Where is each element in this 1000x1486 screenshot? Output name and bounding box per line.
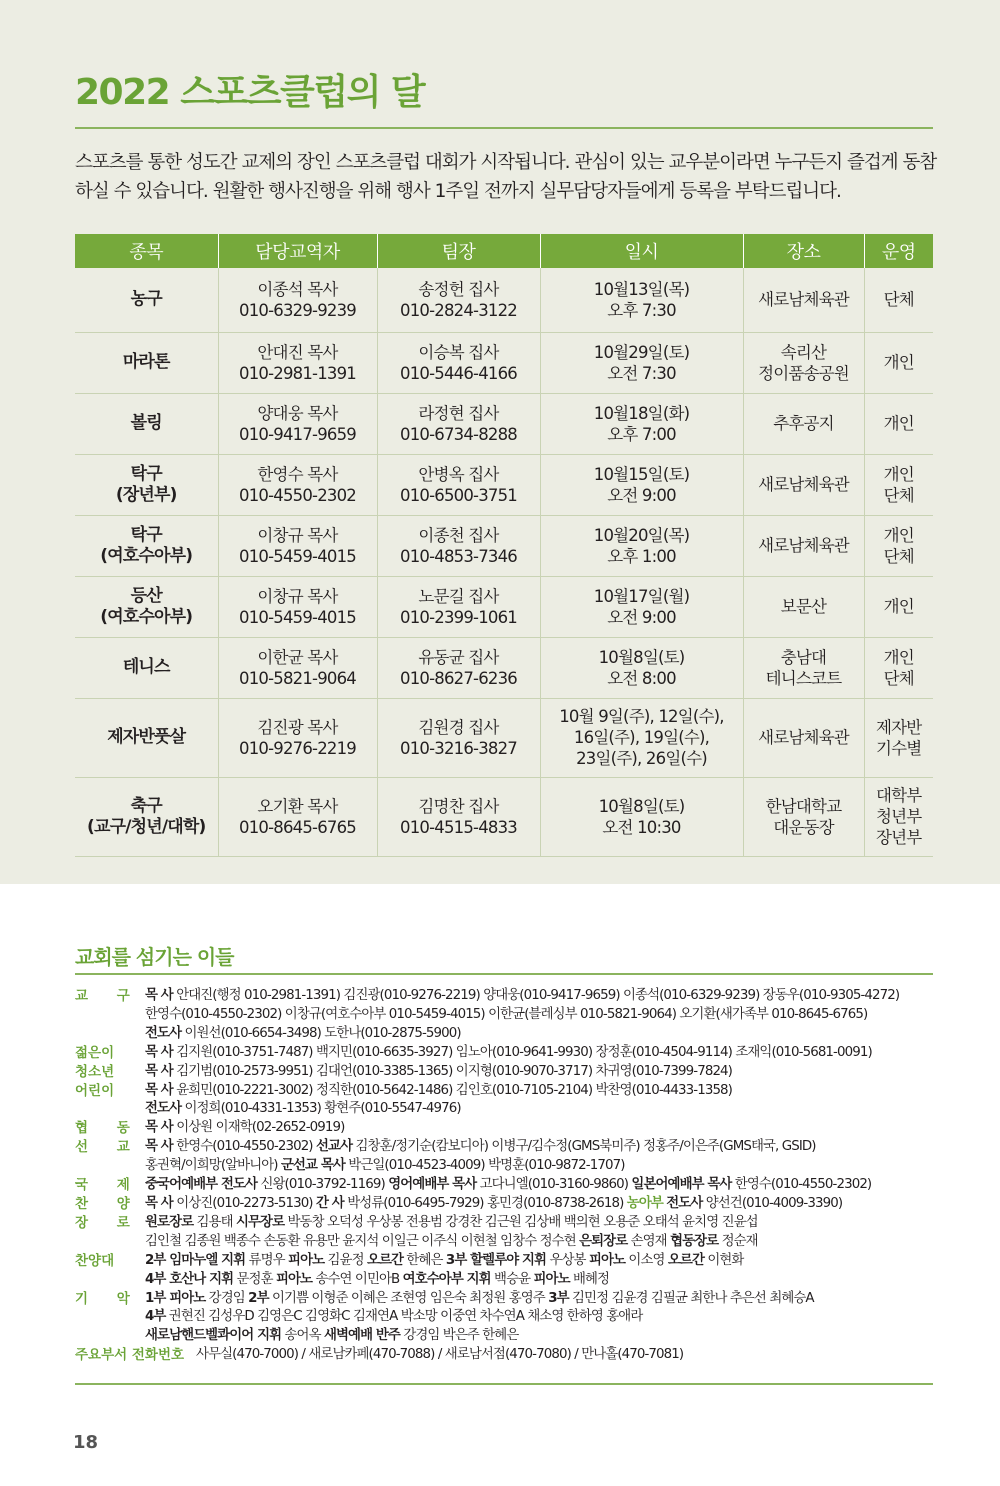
- column-header: 장소: [743, 234, 864, 268]
- staff-label: [75, 1157, 145, 1176]
- staff-names: 우상봉: [546, 1252, 589, 1268]
- cell-leader: 김명찬 집사 010-4515-4833: [377, 777, 540, 856]
- table-row: [75, 332, 933, 393]
- staff-names: 김창훈/정기순(캄보디아) 이병구/김수정(GMS북미주) 정홍주/이은주(GMS태국, GSID): [352, 1139, 816, 1155]
- staff-names: 백승윤: [490, 1271, 534, 1287]
- staff-role: 피아노: [275, 1271, 313, 1287]
- cell-minister: 이창규 목사 010-5459-4015: [218, 515, 377, 576]
- schedule-table: [75, 234, 933, 857]
- staff-text: [145, 1025, 945, 1044]
- staff-names: 한영수(010-4550-2302): [172, 1139, 316, 1155]
- staff-names: 정순재: [718, 1233, 758, 1249]
- table-row: [75, 576, 933, 637]
- staff-names: 이상원 이재학(02-2652-0919): [172, 1120, 345, 1136]
- staff-role: 새로남핸드벨콰이어 지휘: [145, 1328, 282, 1344]
- staff-list: [75, 987, 945, 1365]
- cell-place: 보문산: [743, 576, 864, 637]
- staff-label: 교 구: [75, 988, 142, 1004]
- staff-role: 4부 호산나 지휘: [145, 1271, 234, 1287]
- phones-text: 사무실(470-7000) / 새로남카페(470-7088) / 새로남서점(470-7080) / 만나홀(470-7081): [196, 1347, 684, 1363]
- staff-row: [75, 1327, 945, 1346]
- staff-row: [75, 1044, 945, 1063]
- staff-role: 목 사: [145, 988, 173, 1003]
- cell-mode: 개인 단체: [864, 454, 933, 515]
- staff-role: 전도사: [666, 1195, 703, 1211]
- cell-mode: 개인: [864, 393, 933, 454]
- staff-role: 피아노: [533, 1271, 570, 1287]
- staff-label: 젊은이: [75, 1044, 115, 1061]
- cell-datetime: 10월15일(토) 오전 9:00: [540, 454, 743, 515]
- staff-role: 협동장로: [670, 1233, 719, 1249]
- cell-mode: 제자반 기수별: [864, 698, 933, 777]
- staff-row: [75, 1176, 945, 1195]
- cell-event: 볼링: [75, 393, 218, 454]
- staff-role: 원로장로: [145, 1214, 194, 1230]
- staff-row: [75, 1025, 945, 1044]
- cell-datetime: 10월29일(토) 오전 7:30: [540, 332, 743, 393]
- staff-role: 목 사: [145, 1063, 173, 1079]
- staff-text: [145, 1082, 945, 1101]
- cell-event: 탁구 (장년부): [75, 454, 218, 515]
- staff-names: 송수연 이민아B: [312, 1271, 403, 1287]
- cell-minister: 이한균 목사 010-5821-9064: [218, 637, 377, 698]
- cell-mode: 개인 단체: [864, 515, 933, 576]
- staff-label: [75, 1271, 145, 1290]
- staff-role: 군선교 목사: [280, 1158, 345, 1174]
- staff-text: [145, 1138, 945, 1157]
- staff-row: [75, 1082, 945, 1101]
- column-header: 일시: [540, 234, 743, 268]
- staff-names: 김용태: [193, 1214, 236, 1230]
- staff-label: 찬양대: [75, 1252, 115, 1269]
- staff-role: 목 사: [145, 1139, 173, 1155]
- staff-row: [75, 1308, 945, 1327]
- staff-role: 오르간: [366, 1252, 404, 1268]
- cell-event: 축구 (교구/청년/대학): [75, 777, 218, 856]
- staff-names: 이소영: [625, 1252, 668, 1268]
- staff-label: 찬 양: [75, 1195, 142, 1212]
- staff-names: 박성류(010-6495-7929) 홍민경(010-8738-2618): [343, 1195, 627, 1211]
- cell-place: 충남대 테니스코트: [743, 637, 864, 698]
- staff-label: [75, 1025, 145, 1044]
- staff-role: 목 사: [145, 1120, 173, 1136]
- cell-mode: 단체: [864, 268, 933, 332]
- phones-label: 주요부서 전화번호: [75, 1347, 185, 1364]
- staff-row: [75, 1214, 945, 1233]
- staff-names: 송어옥: [281, 1328, 324, 1344]
- cell-leader: 라정현 집사 010-6734-8288: [377, 393, 540, 454]
- cell-place: 새로남체육관: [743, 698, 864, 777]
- staff-row: [75, 1252, 945, 1271]
- cell-leader: 이승복 집사 010-5446-4166: [377, 332, 540, 393]
- staff-row: [75, 1157, 945, 1176]
- staff-text: [145, 1252, 945, 1271]
- staff-label: 청소년: [75, 1063, 115, 1080]
- staff-label: [75, 1233, 145, 1252]
- cell-place: 추후공지: [743, 393, 864, 454]
- staff-names: 김윤정: [324, 1252, 367, 1268]
- staff-row: [75, 1233, 945, 1252]
- staff-text: [145, 1006, 945, 1025]
- cell-datetime: 10월17일(월) 오전 9:00: [540, 576, 743, 637]
- staff-label: 어린이: [75, 1082, 115, 1099]
- cell-datetime: 10월20일(목) 오후 1:00: [540, 515, 743, 576]
- staff-names: 류명우: [245, 1252, 289, 1268]
- cell-mode: 개인: [864, 576, 933, 637]
- staff-role: 선교사: [316, 1139, 353, 1155]
- staff-text: [145, 1290, 945, 1309]
- cell-datetime: 10월 9일(주), 12일(수), 16일(주), 19일(수), 23일(주), 26일(수): [540, 698, 743, 777]
- table-row: [75, 454, 933, 515]
- staff-role: 전도사: [145, 1101, 182, 1117]
- staff-label: 선 교: [75, 1139, 142, 1156]
- staff-row: [75, 1195, 945, 1214]
- staff-role: 목 사: [145, 1082, 173, 1098]
- staff-names: 강경임: [205, 1290, 249, 1306]
- staff-names: 김지원(010-3751-7487) 백지민(010-6635-3927) 임노아(010-9641-9930) 장정훈(010-4504-9114) 조재익(010-5681-0091): [172, 1044, 872, 1060]
- cell-place: 속리산 정이품송공원: [743, 332, 864, 393]
- staff-text: [145, 1327, 945, 1346]
- staff-role: 1부 피아노: [145, 1290, 206, 1306]
- staff-names: 김기범(010-2573-9951) 김대언(010-3385-1365) 이지형(010-9070-3717) 차귀영(010-7399-7824): [172, 1063, 733, 1079]
- staff-text: [145, 1100, 945, 1119]
- cell-leader: 이종천 집사 010-4853-7346: [377, 515, 540, 576]
- intro-paragraph: 스포츠를 통한 성도간 교제의 장인 스포츠클럽 대회가 시작됩니다. 관심이 있는 교우분이라면 누구든지 즐겁게 동참하실 수 있습니다. 원활한 행사진행을 위해 행사 1주일 전까지 실무담당자들에게 등록을 부탁드립니다.: [75, 152, 937, 202]
- staff-names: 이기쁨 이형준 이혜은 조현영 임은숙 최정원 홍영주: [268, 1290, 549, 1306]
- column-header: 종목: [75, 234, 218, 268]
- staff-names: 김인철 김종원 백종수 손동환 유용만 윤지석 이일근 이주식 이현철 임창수 정수현: [145, 1233, 580, 1249]
- cell-minister: 이창규 목사 010-5459-4015: [218, 576, 377, 637]
- cell-mode: 개인: [864, 332, 933, 393]
- staff-names: 배혜정: [569, 1271, 610, 1287]
- cell-minister: 안대진 목사 010-2981-1391: [218, 332, 377, 393]
- staff-label: [75, 1006, 145, 1025]
- staff-names: 이정희(010-4331-1353) 황현주(010-5547-4976): [181, 1101, 461, 1117]
- staff-names: 박동창 오덕성 우상봉 전용범 강경찬 김근원 김상배 백의현 오용준 오태석 윤치영 진윤섭: [284, 1214, 758, 1230]
- cell-leader: 김원경 집사 010-3216-3827: [377, 698, 540, 777]
- staff-names: 손영재: [627, 1233, 671, 1249]
- staff-label: [75, 1100, 145, 1119]
- staff-role: 3부: [548, 1290, 569, 1306]
- cell-mode: 개인 단체: [864, 637, 933, 698]
- staff-label: [75, 1327, 145, 1346]
- staff-names: 양선건(010-4009-3390): [702, 1195, 843, 1211]
- cell-place: 새로남체육관: [743, 454, 864, 515]
- cell-leader: 안병옥 집사 010-6500-3751: [377, 454, 540, 515]
- cell-event: 마라톤: [75, 332, 218, 393]
- staff-text: [145, 1214, 945, 1233]
- cell-event: 테니스: [75, 637, 218, 698]
- staff-role: 전도사: [145, 1025, 182, 1041]
- staff-section-title: 교회를 섬기는 이들: [75, 945, 234, 969]
- page-number: 18: [73, 1432, 99, 1453]
- staff-role: 2부 임마누엘 지휘: [145, 1252, 246, 1268]
- table-row: [75, 268, 933, 332]
- staff-names: 문정훈: [233, 1271, 276, 1287]
- cell-event: 농구: [75, 268, 218, 332]
- column-header: 팀장: [377, 234, 540, 268]
- cell-datetime: 10월18일(화) 오후 7:00: [540, 393, 743, 454]
- cell-mode: 대학부 청년부 장년부: [864, 777, 933, 856]
- staff-row: [75, 1138, 945, 1157]
- cell-minister: 이종석 목사 010-6329-9239: [218, 268, 377, 332]
- staff-names: 한혜은: [403, 1252, 446, 1268]
- staff-names: 이원선(010-6654-3498) 도한나(010-2875-5900): [181, 1025, 461, 1041]
- staff-text: [145, 1271, 945, 1290]
- staff-role: 3부 할렐루야 지휘: [445, 1252, 547, 1268]
- table-row: [75, 637, 933, 698]
- staff-divider: [75, 973, 933, 975]
- cell-event: 탁구 (여호수아부): [75, 515, 218, 576]
- staff-text: [145, 1044, 945, 1063]
- staff-row: [75, 1290, 945, 1309]
- cell-datetime: 10월8일(토) 오전 10:30: [540, 777, 743, 856]
- cell-minister: 오기환 목사 010-8645-6765: [218, 777, 377, 856]
- cell-event: 제자반풋살: [75, 698, 218, 777]
- staff-role: 여호수아부 지휘: [402, 1271, 491, 1287]
- cell-place: 새로남체육관: [743, 515, 864, 576]
- staff-text: [145, 1176, 945, 1195]
- staff-names: 한영수(010-4550-2302) 이창규(여호수아부 010-5459-4015) 이한균(블레싱부 010-5821-9064) 오기환(새가족부 010-8645-6765): [145, 1006, 868, 1022]
- staff-role: 간 사: [316, 1195, 344, 1211]
- table-row: [75, 698, 933, 777]
- staff-row: [75, 1100, 945, 1119]
- staff-role: 2부: [248, 1290, 269, 1306]
- cell-event: 등산 (여호수아부): [75, 576, 218, 637]
- staff-names: 안대진(행정 010-2981-1391) 김진광(010-9276-2219) 양대웅(010-9417-9659) 이종석(010-6329-9239) 장동우(010-9305-4272): [172, 988, 900, 1003]
- table-row: [75, 777, 933, 856]
- table-row: [75, 515, 933, 576]
- staff-names: 박근일(010-4523-4009) 박명훈(010-9872-1707): [344, 1158, 625, 1174]
- cell-minister: 양대웅 목사 010-9417-9659: [218, 393, 377, 454]
- staff-label: 국 제: [75, 1177, 142, 1194]
- cell-leader: 유동균 집사 010-8627-6236: [377, 637, 540, 698]
- staff-role: 시무장로: [235, 1214, 285, 1230]
- bottom-divider: [75, 1383, 933, 1385]
- staff-names: 윤희민(010-2221-3002) 정직한(010-5642-1486) 김인호(010-7105-2104) 박찬영(010-4433-1358): [172, 1082, 733, 1098]
- column-header: 담당교역자: [218, 234, 377, 268]
- staff-text: [145, 1195, 945, 1214]
- staff-names: 강경임 박은주 한혜은: [399, 1328, 519, 1344]
- staff-names: 고다니엘(010-3160-9860): [476, 1177, 632, 1193]
- staff-role: 목 사: [145, 1195, 173, 1211]
- cell-leader: 노문길 집사 010-2399-1061: [377, 576, 540, 637]
- staff-row: [75, 1006, 945, 1025]
- cell-datetime: 10월13일(목) 오후 7:30: [540, 268, 743, 332]
- staff-row: [75, 1119, 945, 1138]
- staff-label: [75, 1308, 145, 1327]
- staff-role: 목 사: [145, 1044, 173, 1060]
- staff-names: 한영수(010-4550-2302): [731, 1177, 872, 1193]
- staff-role: 피아노: [588, 1252, 626, 1268]
- cell-leader: 송정헌 집사 010-2824-3122: [377, 268, 540, 332]
- cell-minister: 한영수 목사 010-4550-2302: [218, 454, 377, 515]
- staff-text: [145, 1157, 945, 1176]
- table-header-row: [75, 234, 933, 268]
- cell-minister: 김진광 목사 010-9276-2219: [218, 698, 377, 777]
- staff-label: 기 악: [75, 1290, 142, 1307]
- staff-names: 권현진 김성우D 김영은C 김영화C 김재연A 박소망 이중연 차수연A 채소영 한하영 홍애라: [165, 1309, 643, 1325]
- phone-row: [75, 1346, 945, 1365]
- title-divider: [75, 127, 933, 129]
- page-title: 2022 스포츠클럽의 달: [75, 72, 425, 113]
- staff-label: 협 동: [75, 1120, 142, 1137]
- cell-place: 한남대학교 대운동장: [743, 777, 864, 856]
- cell-place: 새로남체육관: [743, 268, 864, 332]
- staff-role: 피아노: [288, 1252, 325, 1268]
- staff-text: [145, 987, 945, 1006]
- column-header: 운영: [864, 234, 933, 268]
- staff-role: 일본어예배부 목사: [631, 1177, 732, 1193]
- staff-role: 중국어예배부 전도사: [145, 1177, 258, 1193]
- staff-role: 은퇴장로: [579, 1233, 628, 1249]
- staff-row: [75, 1063, 945, 1082]
- staff-role: 새벽예배 반주: [323, 1328, 400, 1344]
- staff-text: [145, 1233, 945, 1252]
- table-row: [75, 393, 933, 454]
- staff-role: 농아부: [626, 1195, 663, 1211]
- staff-names: 이현화: [703, 1252, 744, 1268]
- staff-text: [145, 1119, 945, 1138]
- staff-names: 김민정 김윤경 김필균 최한나 추은선 최혜승A: [568, 1290, 814, 1306]
- cell-datetime: 10월8일(토) 오전 8:00: [540, 637, 743, 698]
- staff-role: 4부: [145, 1309, 166, 1325]
- staff-label: 장 로: [75, 1214, 142, 1231]
- staff-row: [75, 1271, 945, 1290]
- staff-names: 신왕(010-3792-1169): [257, 1177, 389, 1193]
- staff-text: [145, 1308, 945, 1327]
- staff-names: 홍권혁/이희망(알바니아): [145, 1158, 281, 1174]
- staff-role: 오르간: [667, 1252, 704, 1268]
- staff-text: [145, 1063, 945, 1082]
- staff-role: 영어예배부 목사: [388, 1177, 477, 1193]
- staff-names: 이상진(010-2273-5130): [172, 1195, 316, 1211]
- staff-row: [75, 987, 945, 1006]
